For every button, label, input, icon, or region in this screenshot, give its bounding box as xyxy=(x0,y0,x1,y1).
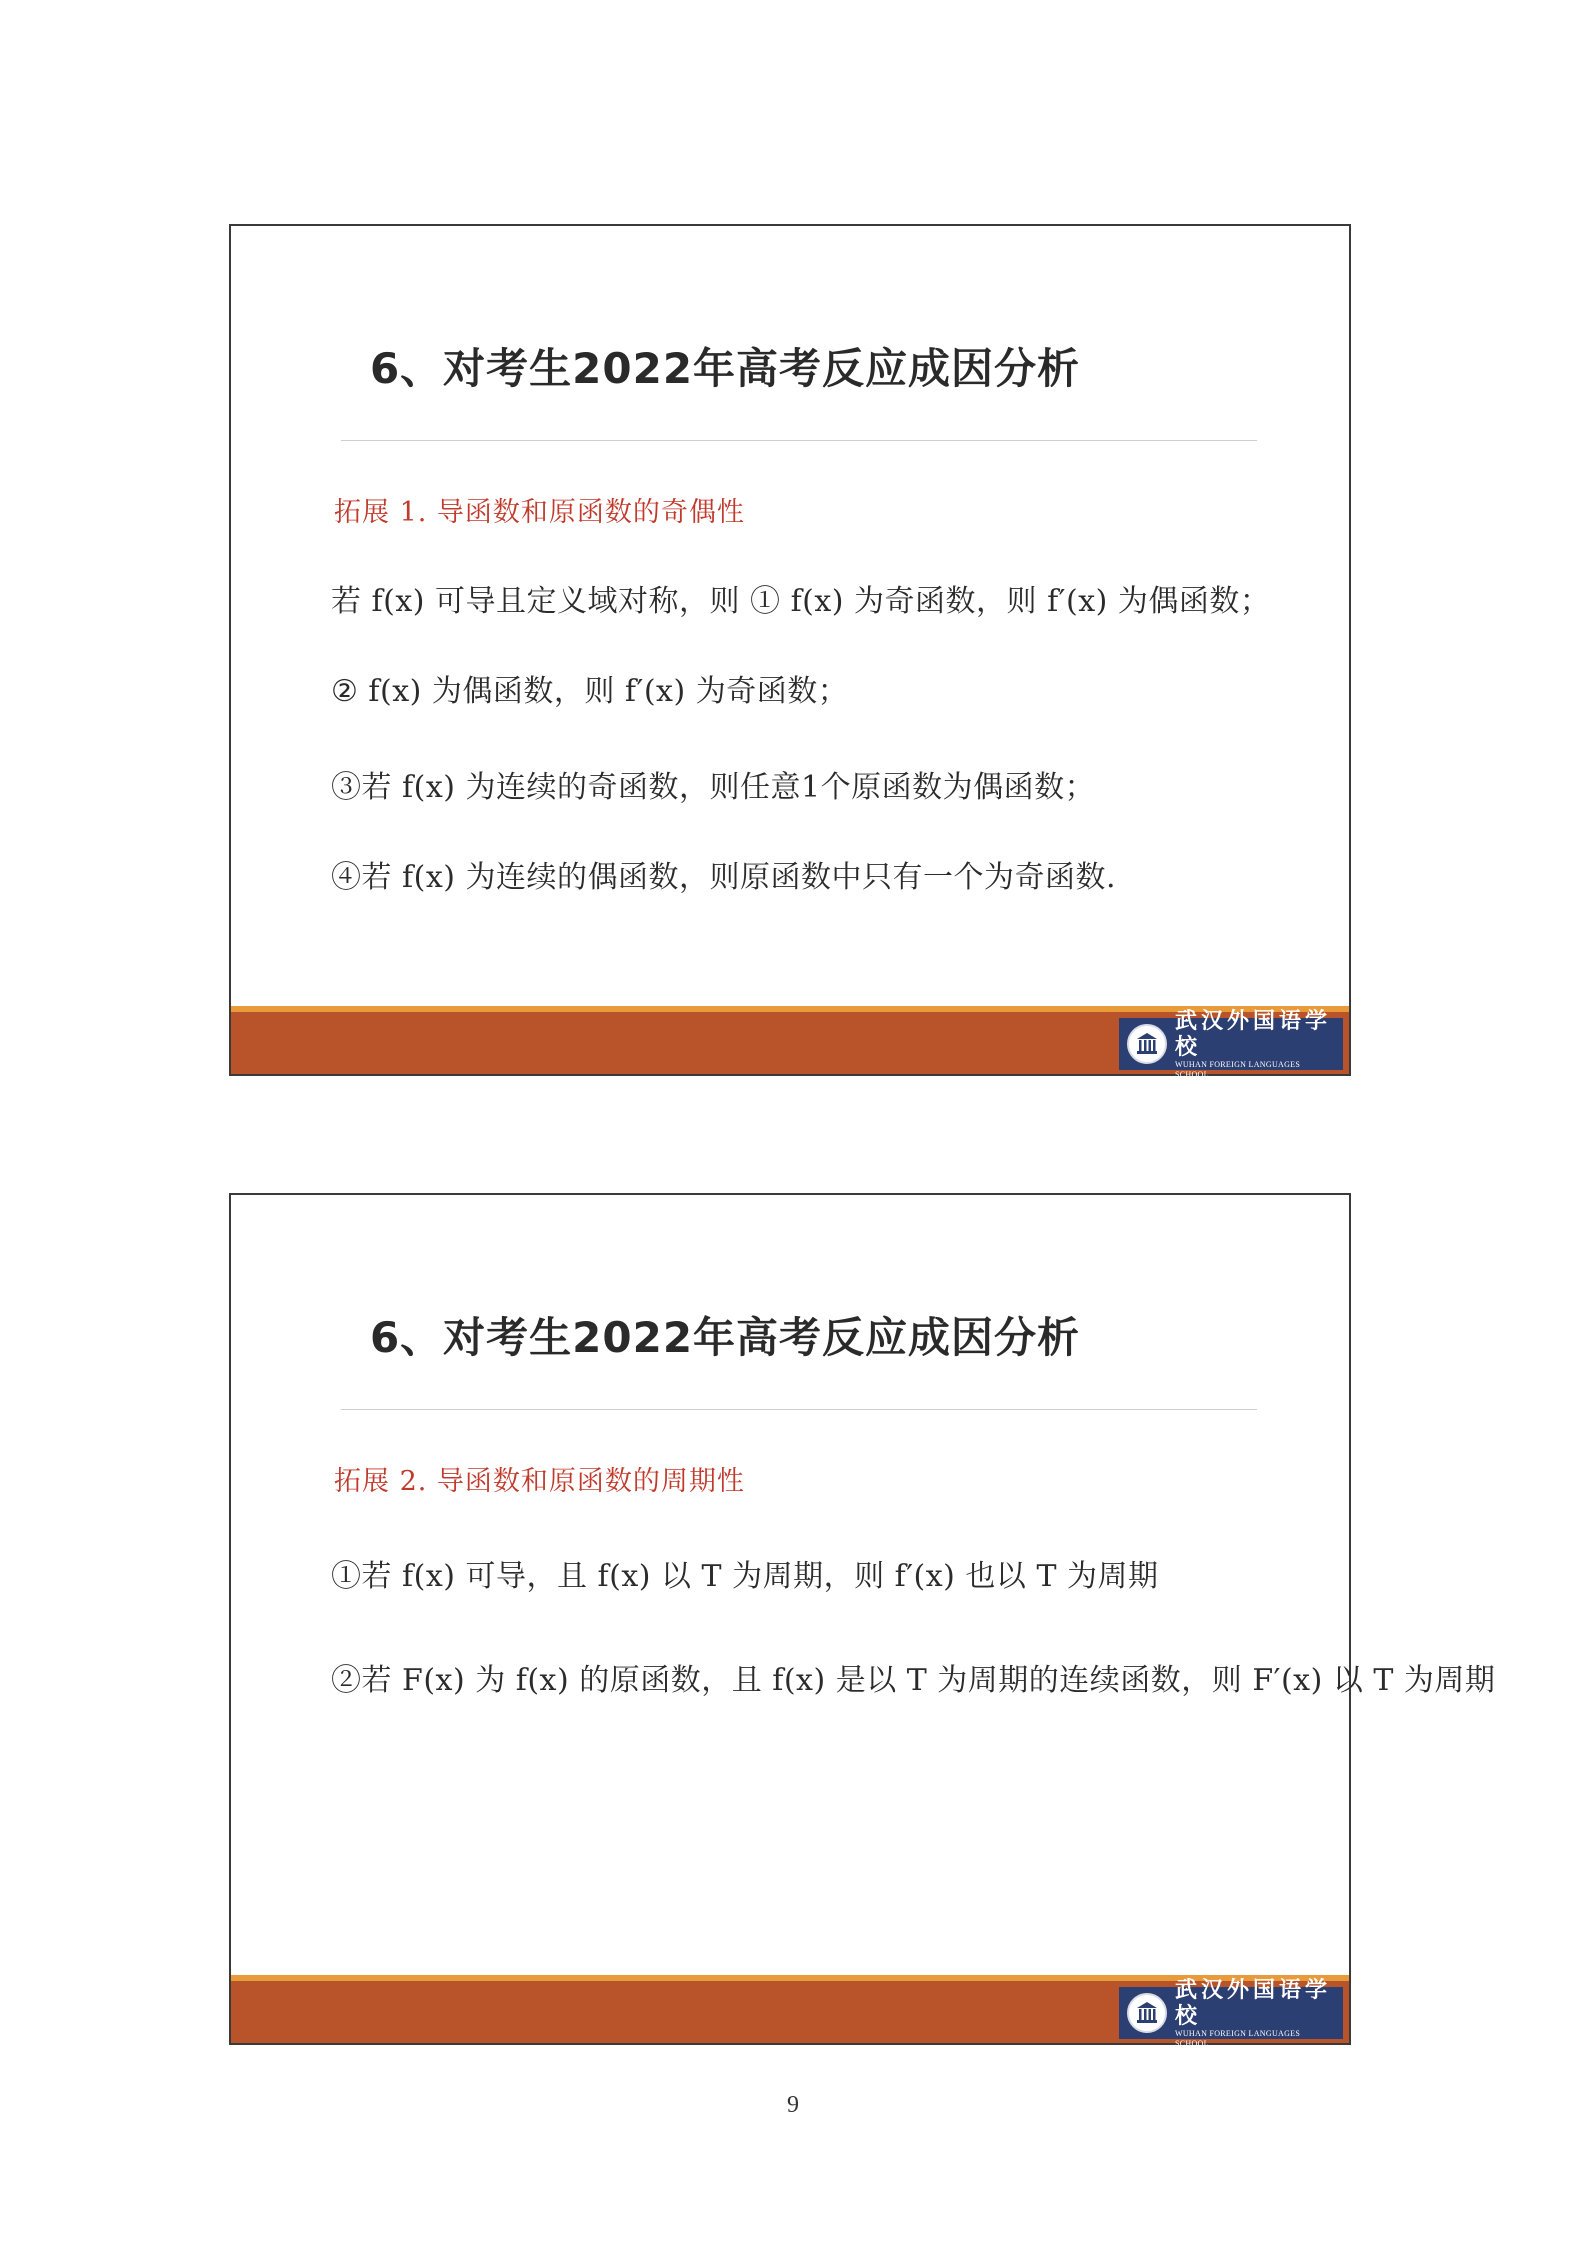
school-name-cn: 武汉外国语学校 xyxy=(1175,1008,1332,1060)
footer-bar xyxy=(231,1006,1349,1079)
statement-line: ③若 f(x) 为连续的奇函数，则任意1个原函数为偶函数； xyxy=(331,770,1096,805)
school-emblem-icon xyxy=(1127,1993,1167,2033)
title-divider xyxy=(341,1409,1257,1410)
school-name-en: WUHAN FOREIGN LANGUAGES SCHOOL xyxy=(1175,2029,1301,2048)
school-name-en: WUHAN FOREIGN LANGUAGES SCHOOL xyxy=(1175,1060,1301,1079)
school-emblem-icon xyxy=(1127,1024,1167,1064)
school-name-cn: 武汉外国语学校 xyxy=(1175,1977,1332,2029)
extension-heading: 拓展 1. 导函数和原函数的奇偶性 xyxy=(334,497,745,528)
statement-line: ①若 f(x) 可导，且 f(x) 以 T 为周期，则 f′(x) 也以 T 为周期 xyxy=(331,1559,1159,1594)
slide-2 xyxy=(229,1193,1496,2048)
statement-line: 若 f(x) 可导且定义域对称，则 ① f(x) 为奇函数，则 f′(x) 为偶函数； xyxy=(331,584,1271,619)
school-logo xyxy=(1119,1008,1343,1079)
extension-heading: 拓展 2. 导函数和原函数的周期性 xyxy=(334,1466,745,1497)
title-divider xyxy=(341,440,1257,441)
slide-title: 6、对考生2022年高考反应成因分析 xyxy=(369,344,1081,393)
school-logo xyxy=(1119,1977,1343,2048)
footer-bar xyxy=(231,1975,1349,2048)
statement-line: ④若 f(x) 为连续的偶函数，则原函数中只有一个为奇函数. xyxy=(331,860,1117,895)
page-number: 9 xyxy=(787,2092,799,2118)
slide-title: 6、对考生2022年高考反应成因分析 xyxy=(369,1313,1081,1362)
statement-line: ②若 F(x) 为 f(x) 的原函数，且 f(x) 是以 T 为周期的连续函数，则 F′(x) 以 T 为周期 xyxy=(331,1663,1496,1698)
slide-1 xyxy=(229,224,1351,1079)
statement-line: ② f(x) 为偶函数，则 f′(x) 为奇函数； xyxy=(331,674,849,709)
